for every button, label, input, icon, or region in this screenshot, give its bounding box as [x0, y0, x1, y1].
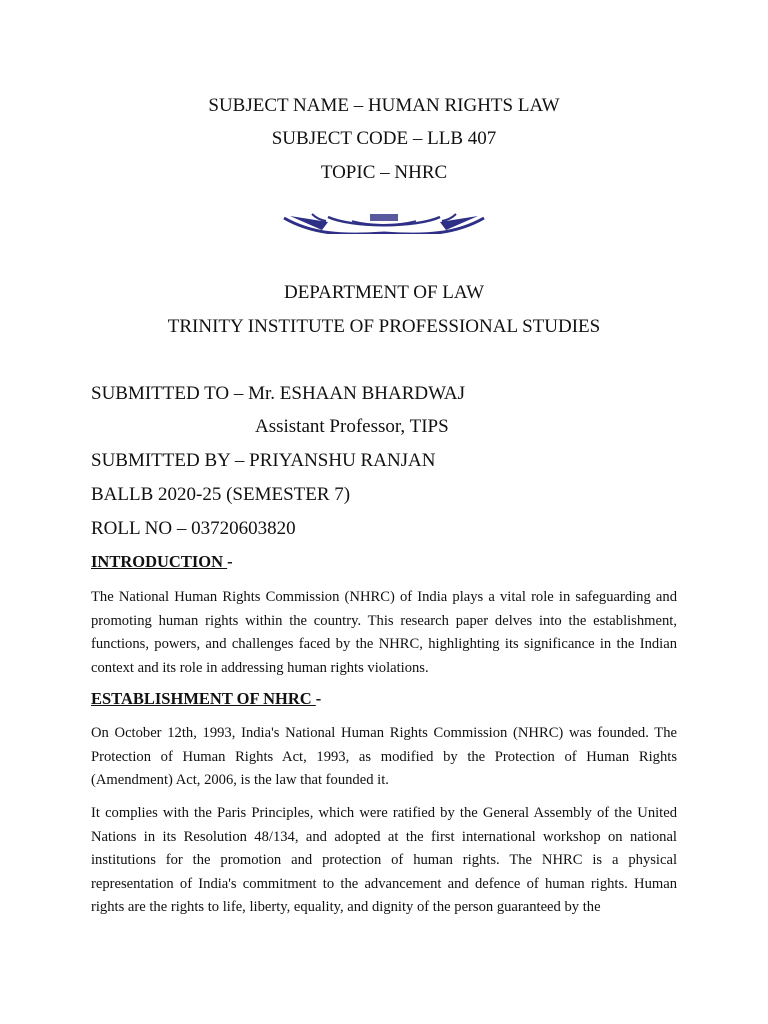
establishment-paragraph-1: On October 12th, 1993, India's National Human Rights Commission (NHRC) was founded. The Protection of Human Rights Act, 1993, as modified by the Protection of Human Rights (Amendment) Act, 2006, is the law that founded it. [91, 725, 677, 788]
topic: TOPIC – NHRC [320, 162, 448, 183]
establishment-paragraph-2: It complies with the Paris Principles, which were ratified by the General Assembly of the United Nations in its Resolution 48/134, and adopted at the first international workshop on national institutions for the promotion and protection of human rights. The NHRC is a physical representation of India's commitment to the advancement and defence of human rights. Human rights are the rights to life, liberty, equality, and dignity of the person guaranteed by the [91, 805, 677, 915]
establishment-heading-text: ESTABLISHMENT OF NHRC [91, 689, 316, 708]
introduction-heading-text: INTRODUCTION [91, 552, 228, 571]
establishment-heading-dash: - [315, 689, 322, 708]
introduction-heading [91, 552, 233, 572]
department-name: DEPARTMENT OF LAW [283, 282, 485, 303]
subject-name: SUBJECT NAME – HUMAN RIGHTS LAW [208, 95, 560, 116]
establishment-heading [91, 689, 321, 709]
batch: BALLB 2020-25 (SEMESTER 7) [91, 484, 351, 505]
institute-name: TRINITY INSTITUTE OF PROFESSIONAL STUDIES [167, 316, 601, 337]
submitted-to: SUBMITTED TO – Mr. ESHAAN BHARDWAJ [91, 383, 466, 404]
introduction-heading-dash: - [227, 552, 233, 571]
institute-seal-icon [282, 212, 486, 234]
subject-code: SUBJECT CODE – LLB 407 [271, 128, 497, 149]
designation: Assistant Professor, TIPS [255, 416, 449, 437]
roll-number: ROLL NO – 03720603820 [91, 518, 296, 539]
introduction-paragraph: The National Human Rights Commission (NHRC) of India plays a vital role in safeguarding and promoting human rights within the country. This research paper delves into the establishment, functions, powers, and challenges faced by the NHRC, highlighting its significance in the Indian context and its role in addressing human rights violations. [91, 589, 677, 676]
submitted-by: SUBMITTED BY – PRIYANSHU RANJAN [91, 450, 436, 471]
